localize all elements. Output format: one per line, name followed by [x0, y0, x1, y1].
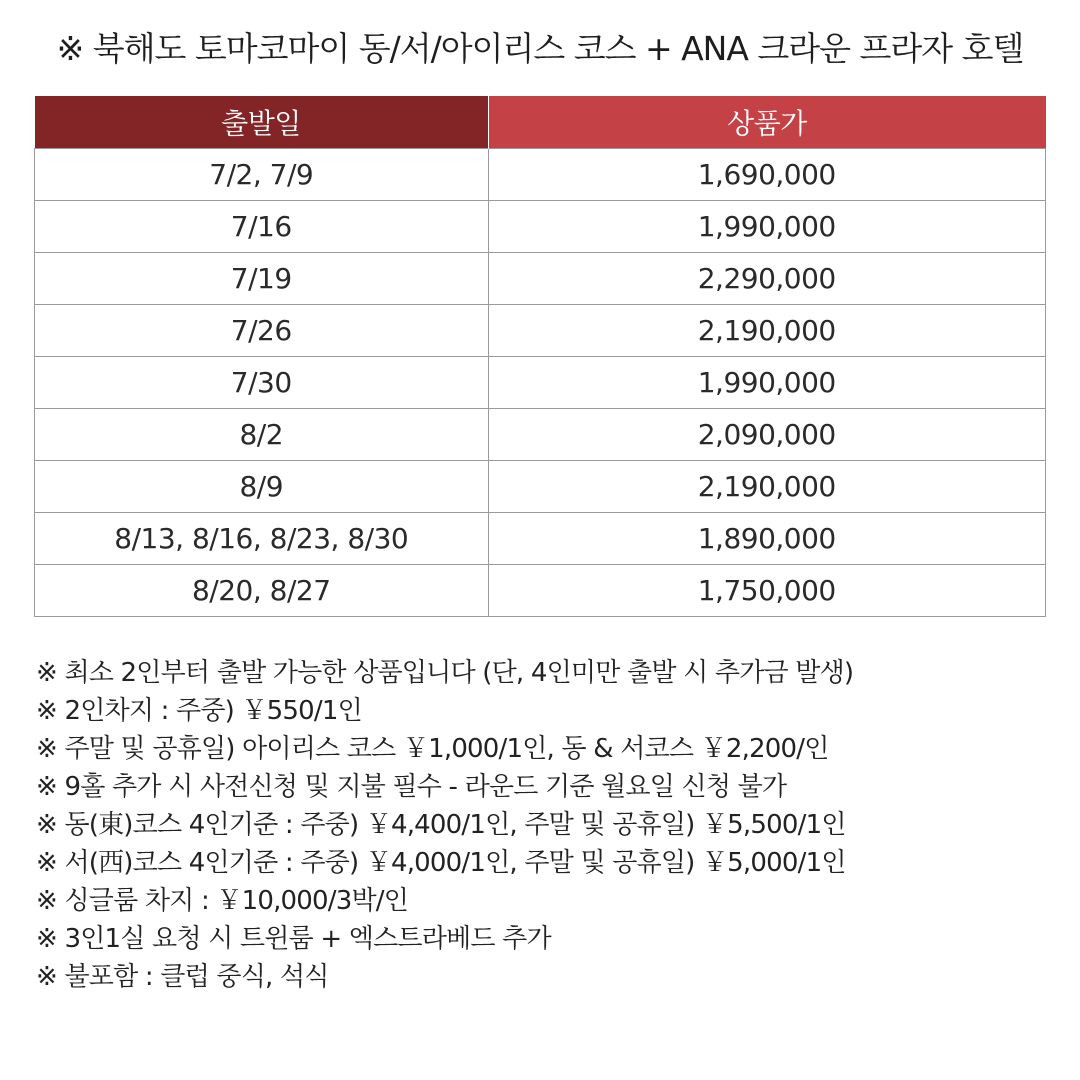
price-cell: 2,290,000: [488, 253, 1046, 305]
table-row: [35, 253, 1046, 305]
page-title: ※ 북해도 토마코마이 동/서/아이리스 코스 + ANA 크라운 프라자 호텔: [56, 29, 1024, 68]
note-exclusions: ※ 불포함 : 클럽 중식, 석식: [36, 962, 329, 992]
price-table: [34, 96, 1046, 617]
table-header-row: [35, 96, 1046, 149]
note-triple-room: ※ 3인1실 요청 시 트윈룸 + 엑스트라베드 추가: [36, 924, 551, 954]
product-price-header: 상품가: [488, 96, 1046, 149]
price-cell: 2,190,000: [488, 305, 1046, 357]
note-minimum-participants: ※ 최소 2인부터 출발 가능한 상품입니다 (단, 4인미만 출발 시 추가금 발생): [36, 658, 854, 688]
table-row: [35, 513, 1046, 565]
table-row: [35, 409, 1046, 461]
price-cell: 2,190,000: [488, 461, 1046, 513]
departure-date-header: 출발일: [35, 96, 489, 149]
table-row: [35, 201, 1046, 253]
departure-date-cell: 7/30: [35, 357, 489, 409]
departure-date-cell: 8/9: [35, 461, 489, 513]
table-row: [35, 461, 1046, 513]
notes-list: [36, 654, 1056, 996]
departure-date-cell: 8/2: [35, 409, 489, 461]
price-cell: 1,990,000: [488, 357, 1046, 409]
note-nine-hole-addition: ※ 9홀 추가 시 사전신청 및 지불 필수 - 라운드 기준 월요일 신청 불가: [36, 772, 787, 802]
departure-date-cell: 7/2, 7/9: [35, 149, 489, 201]
price-cell: 2,090,000: [488, 409, 1046, 461]
table-row: [35, 357, 1046, 409]
departure-date-cell: 7/26: [35, 305, 489, 357]
note-weekend-surcharge: ※ 주말 및 공휴일) 아이리스 코스 ￥1,000/1인, 동 & 서코스 ￥2,200/인: [36, 734, 829, 764]
note-twin-charge: ※ 2인차지 : 주중) ￥550/1인: [36, 696, 362, 726]
price-cell: 1,990,000: [488, 201, 1046, 253]
departure-date-cell: 7/19: [35, 253, 489, 305]
price-cell: 1,750,000: [488, 565, 1046, 617]
note-single-room-charge: ※ 싱글룸 차지 : ￥10,000/3박/인: [36, 886, 409, 916]
note-west-course-fee: ※ 서(西)코스 4인기준 : 주중) ￥4,000/1인, 주말 및 공휴일) ￥5,000/1인: [36, 848, 846, 878]
price-cell: 1,890,000: [488, 513, 1046, 565]
table-row: [35, 305, 1046, 357]
departure-date-cell: 8/13, 8/16, 8/23, 8/30: [35, 513, 489, 565]
departure-date-cell: 7/16: [35, 201, 489, 253]
table-row: [35, 565, 1046, 617]
price-cell: 1,690,000: [488, 149, 1046, 201]
note-east-course-fee: ※ 동(東)코스 4인기준 : 주중) ￥4,400/1인, 주말 및 공휴일) ￥5,500/1인: [36, 810, 846, 840]
table-row: [35, 149, 1046, 201]
departure-date-cell: 8/20, 8/27: [35, 565, 489, 617]
